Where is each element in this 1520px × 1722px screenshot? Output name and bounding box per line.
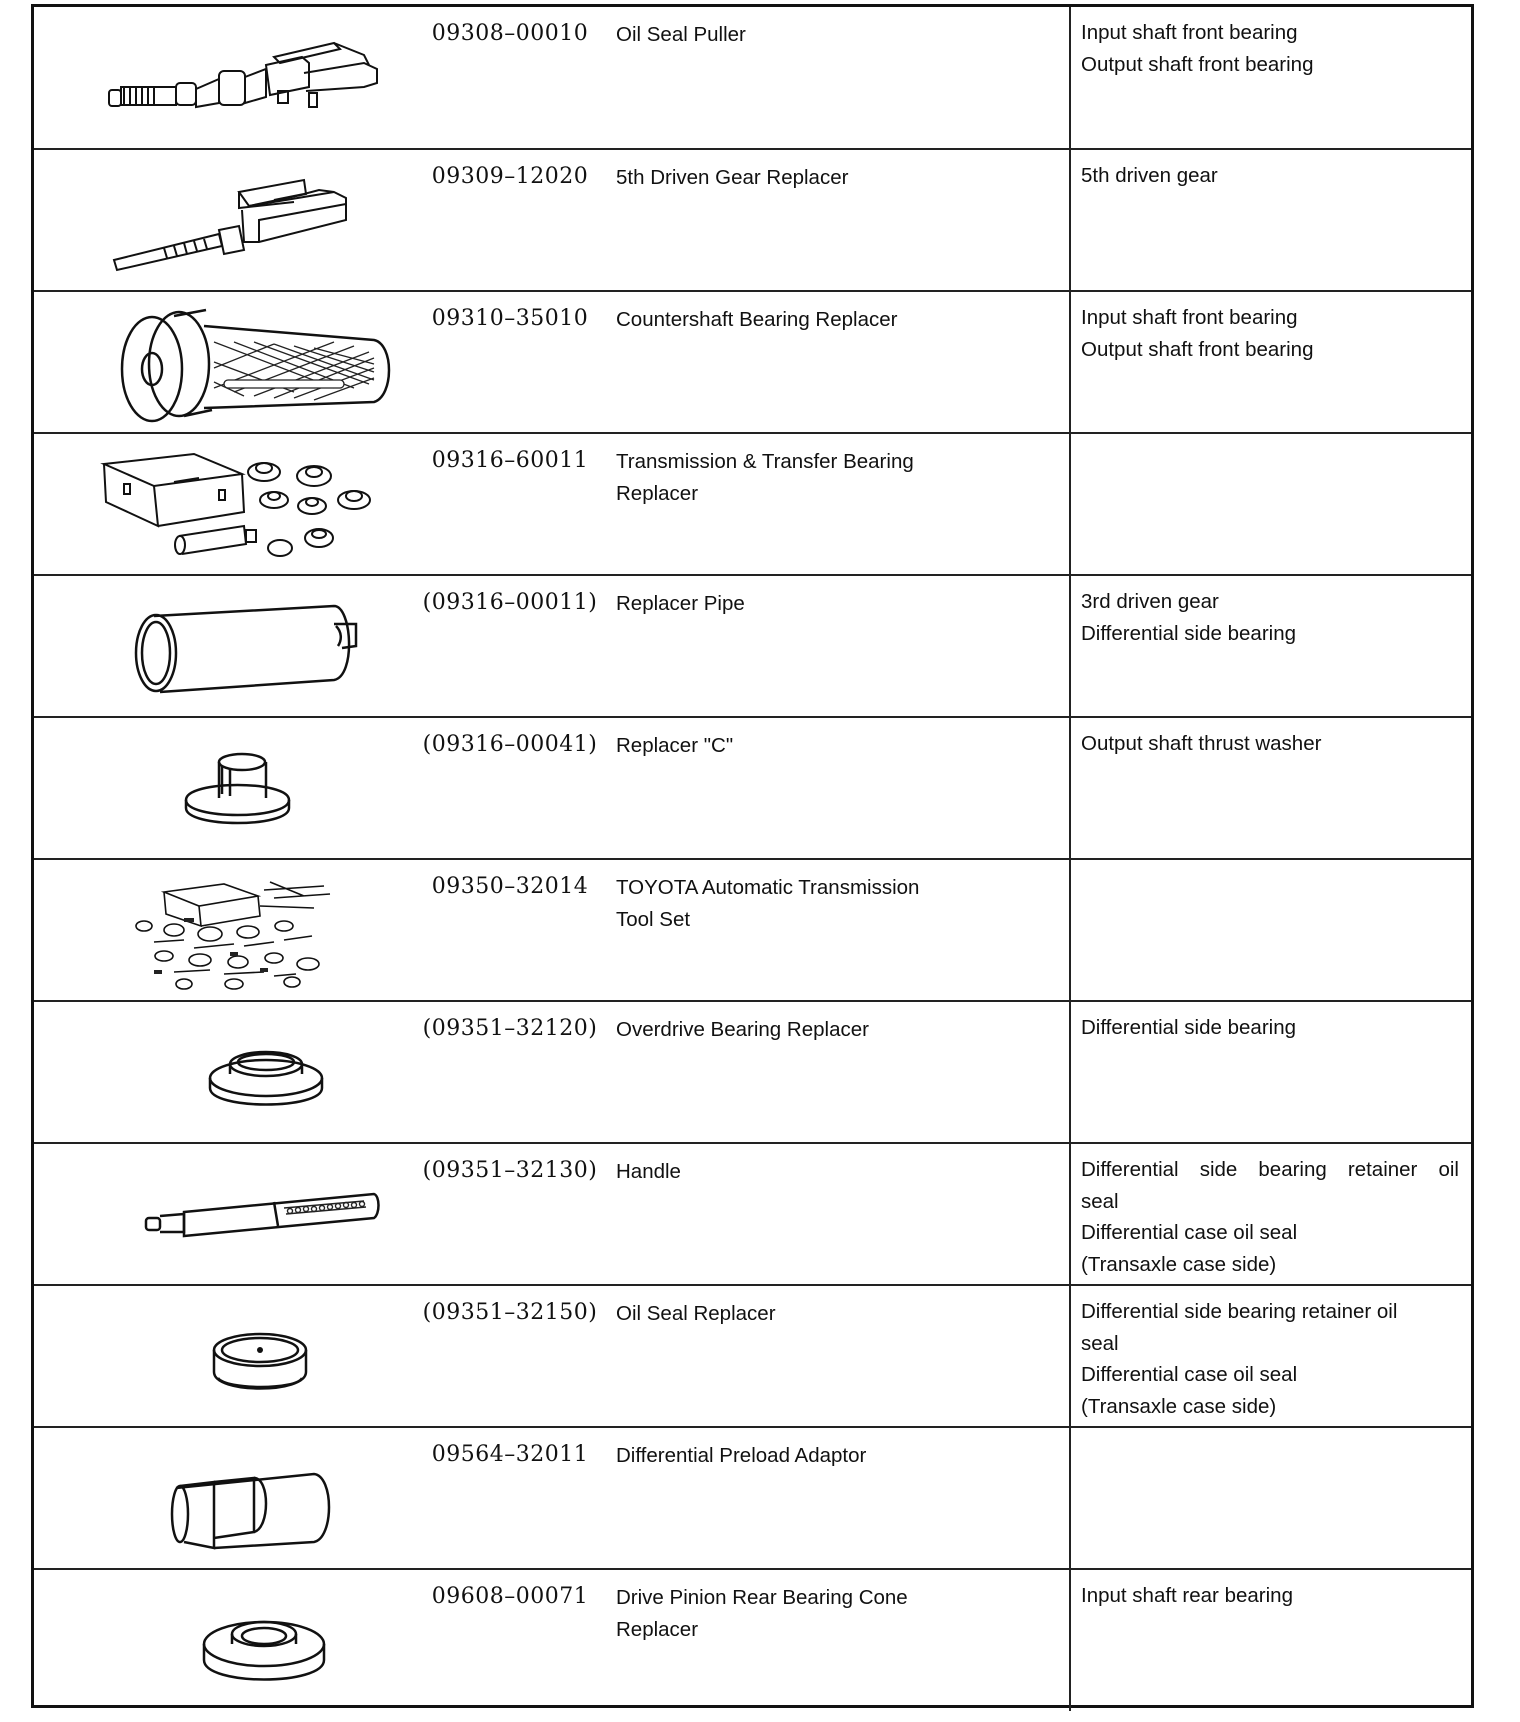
tool-name-line: TOYOTA Automatic Transmission: [616, 876, 920, 899]
tool-illustration: [34, 1427, 410, 1569]
tool-illustration: [34, 1285, 410, 1427]
special-tools-table: [31, 4, 1474, 1708]
tool-illustration: [34, 1143, 410, 1285]
table-row: [34, 717, 1471, 859]
part-number: 09310–35010: [410, 291, 610, 433]
tool-illustration: [34, 149, 410, 291]
tool-illustration: [34, 575, 410, 717]
tool-name-line: Replacer "C": [616, 734, 734, 757]
handle-icon: [34, 1144, 410, 1286]
table-row: [34, 149, 1471, 291]
tool-name: [610, 1285, 1070, 1427]
tool-use-line: Differential case oil seal: [1081, 1363, 1298, 1386]
tool-name-line: Replacer: [616, 482, 699, 505]
tool-use-line: Input shaft front bearing: [1081, 21, 1298, 44]
tool-name-line: Replacer: [616, 1618, 699, 1641]
table-row: [34, 1285, 1471, 1427]
oil-seal-puller-icon: [34, 7, 410, 149]
tool-name-line: Differential Preload Adaptor: [616, 1444, 867, 1467]
tool-use-line: (Transaxle case side): [1081, 1252, 1277, 1276]
tool-use-line: Output shaft thrust washer: [1081, 732, 1322, 755]
tool-name-line: 5th Driven Gear Replacer: [616, 166, 849, 189]
tool-use-line: Differential side bearing retainer oil: [1081, 1158, 1459, 1181]
tool-use-line: Output shaft front bearing: [1081, 52, 1314, 76]
tool-name: [610, 575, 1070, 717]
part-number: (09316–00011): [410, 575, 610, 717]
bearing-replacer-kit-icon: [34, 434, 410, 576]
oil-seal-replacer-icon: [34, 1286, 410, 1428]
table-row: [34, 1427, 1471, 1569]
tool-use: [1070, 1427, 1471, 1569]
tool-use: [1070, 1143, 1471, 1285]
tool-name-line: Oil Seal Puller: [616, 23, 746, 46]
part-number: 09608–00071: [410, 1569, 610, 1711]
part-number: (09351–32150): [410, 1285, 610, 1427]
tool-name: [610, 717, 1070, 859]
tool-use-line: seal: [1081, 1331, 1119, 1355]
tool-name: [610, 1143, 1070, 1285]
table-row: [34, 859, 1471, 1001]
tool-name: [610, 1001, 1070, 1143]
tool-name: [610, 1427, 1070, 1569]
tool-name-line: Tool Set: [616, 908, 691, 931]
overdrive-bearing-replacer-icon: [34, 1002, 410, 1144]
tool-name-line: Replacer Pipe: [616, 592, 745, 615]
tool-name-line: Oil Seal Replacer: [616, 1302, 776, 1325]
preload-adaptor-icon: [34, 1428, 410, 1570]
tool-use: [1070, 1285, 1471, 1427]
tool-use-line: (Transaxle case side): [1081, 1394, 1277, 1418]
tool-illustration: [34, 433, 410, 575]
tool-use-line: seal: [1081, 1189, 1119, 1213]
tool-name: [610, 1569, 1070, 1711]
replacer-c-icon: [34, 718, 410, 860]
tool-illustration: [34, 291, 410, 433]
tool-use: [1070, 149, 1471, 291]
bearing-cone-replacer-icon: [34, 1570, 410, 1712]
replacer-pipe-icon: [34, 576, 410, 718]
tool-use: [1070, 575, 1471, 717]
tool-use-line: Differential side bearing: [1081, 621, 1296, 645]
tool-name: [610, 149, 1070, 291]
tool-use: [1070, 859, 1471, 1001]
tool-use-line: Input shaft front bearing: [1081, 306, 1298, 329]
table-row: [34, 1569, 1471, 1711]
countershaft-replacer-icon: [34, 292, 410, 434]
part-number: 09316–60011: [410, 433, 610, 575]
part-number: (09351–32120): [410, 1001, 610, 1143]
table-row: [34, 1143, 1471, 1285]
transmission-tool-set-icon: [34, 860, 410, 1002]
tool-name: [610, 859, 1070, 1001]
part-number: 09350–32014: [410, 859, 610, 1001]
tool-use-line: Output shaft front bearing: [1081, 337, 1314, 361]
tool-use-line: 3rd driven gear: [1081, 590, 1219, 613]
table-row: [34, 433, 1471, 575]
tool-use-line: 5th driven gear: [1081, 164, 1218, 187]
tool-illustration: [34, 859, 410, 1001]
table-row: [34, 575, 1471, 717]
table-row: [34, 1001, 1471, 1143]
tool-name: [610, 433, 1070, 575]
tool-use-line: Differential case oil seal: [1081, 1221, 1298, 1244]
tool-use: [1070, 717, 1471, 859]
tool-name: [610, 7, 1070, 149]
tool-illustration: [34, 1001, 410, 1143]
tool-use: [1070, 1001, 1471, 1143]
part-number: 09308–00010: [431, 21, 589, 46]
tool-name-line: Overdrive Bearing Replacer: [616, 1018, 869, 1041]
part-number: 09309–12020: [410, 149, 610, 291]
tool-name-line: Drive Pinion Rear Bearing Cone: [616, 1586, 908, 1609]
tool-name-line: Handle: [616, 1160, 681, 1183]
tool-name: [610, 291, 1070, 433]
tool-use-line: Differential side bearing retainer oil: [1081, 1300, 1398, 1323]
tool-use: [1070, 291, 1471, 433]
tool-name-line: Transmission & Transfer Bearing: [616, 450, 914, 473]
tool-use: [1070, 1569, 1471, 1711]
gear-replacer-icon: [34, 150, 410, 292]
part-number: (09351–32130): [410, 1143, 610, 1285]
tool-use: [1070, 433, 1471, 575]
tool-use-line: Differential side bearing: [1081, 1016, 1296, 1039]
tool-name-line: Countershaft Bearing Replacer: [616, 308, 898, 331]
part-number: (09316–00041): [410, 717, 610, 859]
table-row: [34, 291, 1471, 433]
tool-illustration: [34, 7, 410, 149]
tool-illustration: [34, 717, 410, 859]
tool-illustration: [34, 1569, 410, 1711]
tool-use-line: Input shaft rear bearing: [1081, 1584, 1293, 1607]
tool-use: [1070, 7, 1471, 149]
part-number: 09564–32011: [410, 1427, 610, 1569]
table-row: [34, 7, 1471, 149]
